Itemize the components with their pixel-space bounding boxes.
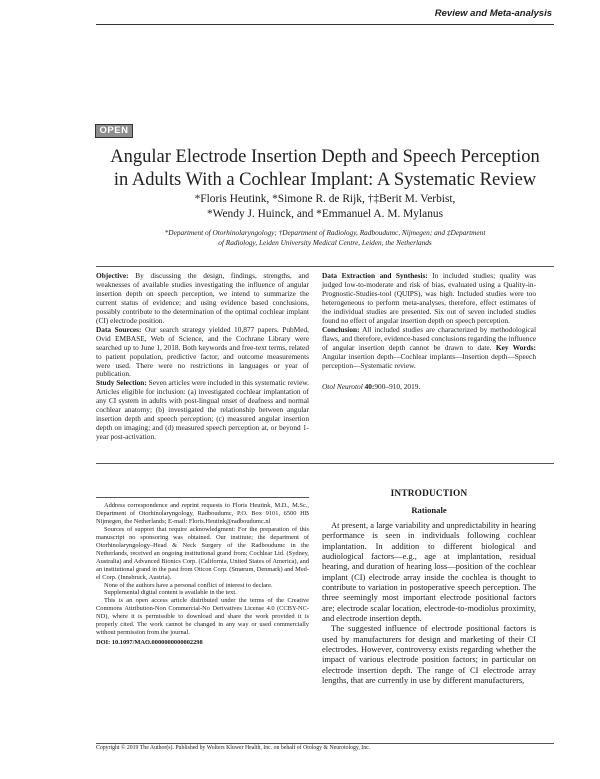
study-selection-label: Study Selection: [96, 378, 147, 388]
affiliation-line-1: *Department of Otorhinolaryngology; †Department of Radiology, Radboudumc, Nijmegen; and ‡Department [164, 228, 486, 237]
introduction-body [322, 520, 536, 686]
footnote-support: Sources of support that require acknowledgment: For the preparation of this manuscript no sponsoring was obtained. Our institute; the department of Otorhinolaryngology–Head & Neck Surgery of the Radboudumc in the Netherlands, received an ongoing institutional grand from; Cochlear Ltd. (Sydney, Australia) and Advanced Bionics Corp. (California, United States of America), and an institutional grand in the past from Oticon Corp. (Smørum, Denmark) and Med-el Corp. (Innsbruck, Austria). [96, 525, 309, 581]
citation-pages: 900–910, 2019. [374, 382, 421, 392]
article-title [96, 146, 554, 192]
data-extraction-label: Data Extraction and Synthesis: [322, 271, 428, 280]
footnote-conflict: None of the authors have a personal conflict of interest to declare. [104, 581, 273, 589]
footnote-license: This is an open access article distributed under the terms of the Creative Commons Attribution-Non Commercial-No Derivatives License 4.0 (CCBY-NC-ND), where it is permissible to download and share the work provided it is properly cited. The work cannot be changed in any way or used commercially without permission from the journal. [96, 597, 309, 637]
journal-citation [322, 383, 536, 392]
section-label: Review and Meta-analysis [434, 8, 552, 19]
introduction-heading: INTRODUCTION [390, 489, 468, 499]
keywords-text: Angular insertion depth—Cochlear implants—Insertion depth—Speech perception—Systematic review. [322, 351, 536, 370]
data-sources-label: Data Sources: [96, 324, 142, 334]
citation-journal: Otol Neurotol [322, 382, 363, 392]
author-list [96, 192, 554, 222]
footnote-address: Address correspondence and reprint requests to Floris Heutink, M.D., M.Sc., Department of Otorhinolaryngology, Radboudumc, P.O. Box 9101, 6500 HB Nijmegen, the Netherlands; E-mail: Floris.Heutink@radboudumc.nl [96, 502, 309, 525]
data-sources-text: Our search strategy yielded 10,877 papers. PubMed, Ovid EMBASE, Web of Science, and the Cochrane Library were searched up to June 1, 2018. Both keywords and free-text terms, related to patient population, predictive factor, and outcome measurements were used. There were no restrictions in languages or year of publication. [96, 324, 310, 379]
header-divider [96, 24, 554, 25]
footer-divider [96, 743, 554, 744]
data-extraction-text: In included studies; quality was judged low-to-moderate and risk of bias, evaluated using a Quality-in-Prognostic-Studies-tool (QUIPS), was high. Included studies were too heterogeneous to perform meta-analyses, therefore, effect estimates of the individual studies are presented. Six out of seven included studies found no effect of angular insertion depth on speech perception. [322, 271, 536, 325]
rationale-heading: Rationale [411, 505, 447, 515]
open-access-badge: OPEN [95, 124, 133, 138]
abstract-data-extraction [322, 272, 536, 326]
conclusion-label: Conclusion: [322, 324, 360, 334]
copyright-notice: Copyright © 2019 The Author(s). Published by Wolters Kluwer Health, Inc. on behalf of Otology & Neurotology, Inc. [96, 745, 371, 751]
citation-volume: 40: [364, 382, 375, 392]
affiliations [106, 228, 544, 248]
abstract-top-divider [96, 266, 554, 267]
footnote-supplemental: Supplemental digital content is available in the text. [104, 589, 237, 597]
abstract-bottom-divider [96, 463, 554, 464]
introduction-paragraph-1: At present, a large variability and unpredictability in hearing performance is seen in individuals following cochlear implantation. In addition to different biological and audiological factors—e.g., age at implantation, residual hearing, and duration of hearing loss—position of the cochlear implant (CI) electrode array inside the cochlea is thought to contribute to variation in postoperative speech perception. The three seemingly most important electrode positional factors are; electrode scalar location, electrode-to-modiolus proximity, and electrode insertion depth. [322, 520, 536, 624]
introduction-paragraph-2: The suggested influence of electrode positional factors is used by manufacturers for design and marketing of their CI electrodes. However, controversy exists regarding whether the impact of various electrode position factors; in particular on electrode insertion depth. The range of CI electrode array lengths, that are currently in use by different manufacturers, [322, 623, 536, 686]
abstract-conclusion [322, 326, 536, 371]
abstract-left-column [96, 272, 309, 442]
abstract-data-sources [96, 326, 309, 380]
authors-line-1: *Floris Heutink, *Simone R. de Rijk, †‡Berit M. Verbist, [194, 193, 456, 205]
abstract-study-selection [96, 379, 309, 442]
title-line-2: in Adults With a Cochlear Implant: A Systematic Review [113, 170, 537, 190]
authors-line-2: *Wendy J. Huinck, and *Emmanuel A. M. Mylanus [206, 208, 444, 220]
affiliation-line-2: of Radiology, Leiden University Medical Centre, Leiden, the Netherlands [218, 238, 432, 247]
footnotes [96, 502, 309, 647]
objective-label: Objective: [96, 271, 129, 280]
conclusion-text: All included studies are characterized by methodological flaws, and therefore, evidence-based conclusions regarding the influence of angular insertion depth cannot be drawn to date. [322, 324, 536, 352]
abstract-right-column [322, 272, 536, 392]
title-line-1: Angular Electrode Insertion Depth and Speech Perception [110, 147, 540, 167]
study-selection-text: Seven articles were included in this systematic review. Articles eligible for inclusion: (a) investigated cochlear implantation of any CI system in adults with post-lingual onset of deafness and normal cochlear anatomy; (b) investigated the relationship between angular insertion depth and speech perception; (c) measured angular insertion depth on imaging; and (d) measured speech perception at, or beyond 1-year post-activation. [96, 378, 309, 442]
keywords-label: Key Words: [495, 342, 536, 352]
abstract-objective [96, 272, 309, 326]
objective-text: By discussing the design, findings, strengths, and weaknesses of available studies investigating the influence of angular insertion depth on speech perception, we intend to summarize the current status of evidence; and using evidence based conclusions, possibly contribute to the determination of the optimal cochlear implant (CI) electrode position. [96, 271, 309, 325]
footnote-divider [96, 497, 309, 498]
doi[interactable]: DOI: 10.1097/MAO.0000000000002298 [96, 639, 203, 647]
